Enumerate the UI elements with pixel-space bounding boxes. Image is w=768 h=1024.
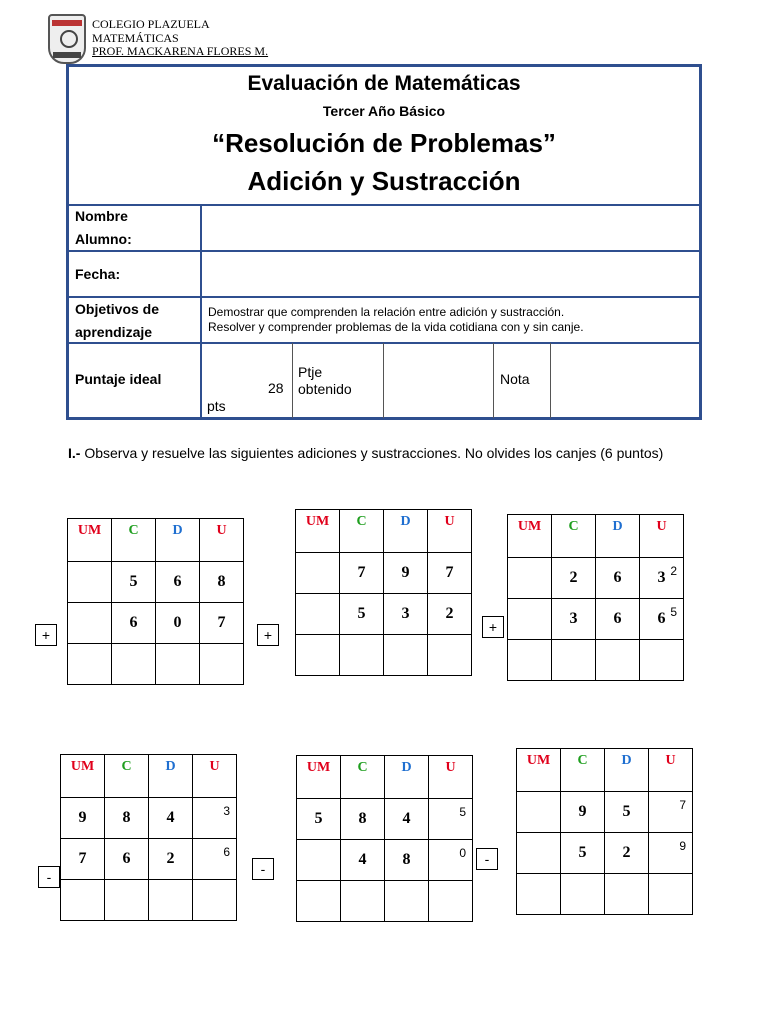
digit-cell	[296, 594, 340, 635]
place-value-grid	[507, 514, 684, 681]
section-number: I.-	[68, 445, 81, 461]
column-header: UM	[296, 510, 340, 553]
place-value-grid	[295, 509, 472, 676]
column-header: U	[428, 510, 472, 553]
digit-cell: 5	[561, 833, 605, 874]
school-name: COLEGIO PLAZUELA	[92, 17, 210, 31]
digit-cell	[429, 840, 473, 881]
objectives-label	[75, 298, 159, 344]
school-subject: MATEMÁTICAS	[92, 30, 179, 45]
digit-cell	[649, 792, 693, 833]
digit-cell	[68, 562, 112, 603]
answer-cell[interactable]	[340, 635, 384, 676]
digit-cell: 6	[596, 599, 640, 640]
digit-cell: 2	[428, 594, 472, 635]
answer-cell[interactable]	[552, 640, 596, 681]
digit-cell: 6	[105, 839, 149, 880]
digit-cell: 3	[384, 594, 428, 635]
carry-mark: 2	[670, 564, 677, 578]
minus-sign-box: -	[476, 848, 498, 870]
column-header: C	[340, 510, 384, 553]
column-header: C	[112, 519, 156, 562]
answer-cell[interactable]	[605, 874, 649, 915]
column-header: D	[384, 510, 428, 553]
digit-cell: 2	[605, 833, 649, 874]
digit-cell	[297, 840, 341, 881]
answer-cell[interactable]	[429, 881, 473, 922]
exam-grade: Tercer Año Básico	[322, 103, 446, 119]
section-text: Observa y resuelve las siguientes adiciones y sustracciones. No olvides los canjes (6 puntos)	[80, 445, 664, 461]
answer-cell[interactable]	[385, 881, 429, 922]
student-name-label	[75, 205, 132, 251]
digit-cell: 9	[384, 553, 428, 594]
digit-cell	[517, 792, 561, 833]
digit-cell	[193, 798, 237, 839]
digit-cell: 8	[200, 562, 244, 603]
answer-cell[interactable]	[296, 635, 340, 676]
digit-cell: 6	[112, 603, 156, 644]
grade-label: Nota	[500, 371, 530, 387]
place-value-grid	[67, 518, 244, 685]
label-line: Objetivos de	[75, 301, 160, 317]
answer-cell[interactable]	[561, 874, 605, 915]
digit-cell: 2	[149, 839, 193, 880]
column-header: UM	[508, 515, 552, 558]
grade-field[interactable]	[552, 344, 700, 416]
digit-cell: 8	[341, 799, 385, 840]
divider	[493, 343, 494, 418]
school-teacher: PROF. MACKARENA FLORES M.	[92, 44, 269, 58]
answer-cell[interactable]	[428, 635, 472, 676]
answer-cell[interactable]	[640, 640, 684, 681]
divider	[66, 296, 702, 298]
digit-cell: 0	[156, 603, 200, 644]
answer-cell[interactable]	[61, 880, 105, 921]
exam-title: Evaluación de Matemáticas	[247, 72, 521, 95]
answer-cell[interactable]	[517, 874, 561, 915]
digit-cell: 9	[561, 792, 605, 833]
column-header: D	[605, 749, 649, 792]
answer-cell[interactable]	[649, 874, 693, 915]
column-header: D	[385, 756, 429, 799]
digit-cell: 4	[341, 840, 385, 881]
digit-cell: 9	[61, 798, 105, 839]
carry-mark: 7	[679, 798, 686, 812]
carry-mark: 6	[223, 845, 230, 859]
exam-subtitle-1: “Resolución de Problemas”	[212, 128, 556, 158]
divider	[550, 343, 551, 418]
carry-mark: 5	[670, 605, 677, 619]
place-value-grid	[516, 748, 693, 915]
divider	[383, 343, 384, 418]
column-header: D	[156, 519, 200, 562]
obtained-score-field[interactable]	[385, 344, 492, 416]
answer-cell[interactable]	[149, 880, 193, 921]
label-line: Ptje	[298, 364, 323, 380]
column-header: D	[149, 755, 193, 798]
school-logo	[48, 14, 86, 64]
digit-cell: 3	[552, 599, 596, 640]
place-value-grid	[60, 754, 237, 921]
column-header: UM	[61, 755, 105, 798]
carry-mark: 0	[459, 846, 466, 860]
digit-cell: 5	[605, 792, 649, 833]
minus-sign-box: -	[38, 866, 60, 888]
column-header: U	[429, 756, 473, 799]
ideal-score-unit: pts	[207, 398, 226, 414]
column-header: C	[552, 515, 596, 558]
digit-cell: 5	[340, 594, 384, 635]
digit-cell: 7	[340, 553, 384, 594]
digit-cell	[296, 553, 340, 594]
date-label: Fecha:	[75, 266, 121, 282]
plus-sign-box: +	[482, 616, 504, 638]
column-header: D	[596, 515, 640, 558]
digit-cell: 6	[596, 558, 640, 599]
digit-cell: 6 5	[640, 599, 684, 640]
column-header: U	[193, 755, 237, 798]
answer-cell[interactable]	[156, 644, 200, 685]
digit-cell: 8	[385, 840, 429, 881]
objective-2: Resolver y comprender problemas de la vida cotidiana con y sin canje.	[208, 320, 584, 334]
column-header: U	[649, 749, 693, 792]
digit-cell: 5	[112, 562, 156, 603]
digit-cell: 5	[297, 799, 341, 840]
objective-1: Demostrar que comprenden la relación entre adición y sustracción.	[208, 305, 565, 319]
exam-subtitle-2: Adición y Sustracción	[247, 166, 521, 196]
date-field[interactable]	[202, 252, 700, 296]
answer-cell[interactable]	[112, 644, 156, 685]
digit-cell: 4	[385, 799, 429, 840]
digit-cell: 3 2	[640, 558, 684, 599]
answer-cell[interactable]	[341, 881, 385, 922]
answer-cell[interactable]	[200, 644, 244, 685]
answer-cell[interactable]	[384, 635, 428, 676]
student-name-field[interactable]	[202, 206, 700, 250]
column-header: U	[200, 519, 244, 562]
digit-cell: 7	[61, 839, 105, 880]
column-header: UM	[517, 749, 561, 792]
column-header: C	[561, 749, 605, 792]
digit-cell	[508, 599, 552, 640]
divider	[292, 343, 293, 418]
answer-cell[interactable]	[105, 880, 149, 921]
ideal-score-value: 28	[268, 380, 284, 396]
column-header: UM	[297, 756, 341, 799]
digit-cell: 4	[149, 798, 193, 839]
label-line: obtenido	[298, 381, 352, 397]
section-instruction	[68, 442, 708, 465]
answer-cell[interactable]	[68, 644, 112, 685]
digit-cell	[517, 833, 561, 874]
digit-cell: 7	[200, 603, 244, 644]
column-header: UM	[68, 519, 112, 562]
column-header: C	[105, 755, 149, 798]
carry-mark: 5	[459, 805, 466, 819]
answer-cell[interactable]	[508, 640, 552, 681]
digit-cell	[68, 603, 112, 644]
digit-cell: 8	[105, 798, 149, 839]
digit-cell	[193, 839, 237, 880]
digit-cell	[508, 558, 552, 599]
answer-cell[interactable]	[193, 880, 237, 921]
answer-cell[interactable]	[596, 640, 640, 681]
digit-cell: 2	[552, 558, 596, 599]
digit-cell: 7	[428, 553, 472, 594]
column-header: C	[341, 756, 385, 799]
digit-cell: 6	[156, 562, 200, 603]
label-line: Alumno:	[75, 231, 132, 247]
digit-cell	[649, 833, 693, 874]
school-info	[92, 18, 268, 59]
plus-sign-box: +	[35, 624, 57, 646]
ideal-score-label: Puntaje ideal	[75, 371, 162, 387]
digit-cell	[429, 799, 473, 840]
column-header: U	[640, 515, 684, 558]
place-value-grid	[296, 755, 473, 922]
label-line: Nombre	[75, 208, 128, 224]
answer-cell[interactable]	[297, 881, 341, 922]
minus-sign-box: -	[252, 858, 274, 880]
label-line: aprendizaje	[75, 324, 153, 340]
carry-mark: 3	[223, 804, 230, 818]
obtained-score-label	[298, 364, 352, 398]
carry-mark: 9	[679, 839, 686, 853]
plus-sign-box: +	[257, 624, 279, 646]
